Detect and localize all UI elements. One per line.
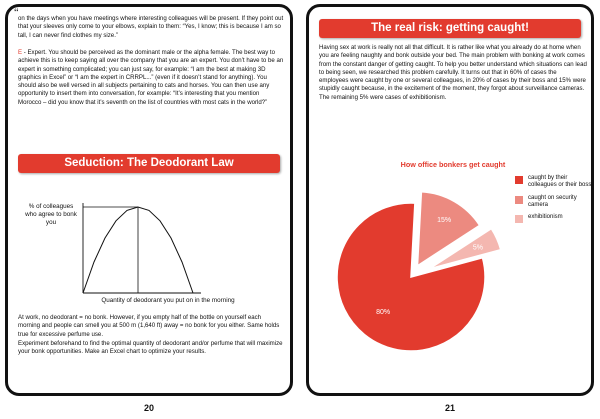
paragraph-3-text: Experiment beforehand to find the optimal quantity of deodorant and/or perfume that will maximize your bonk opportunities. Make an Excel chart to optimize your results.: [18, 340, 283, 356]
pie-chart-title: How office bonkers get caught: [400, 160, 506, 169]
pie-legend: [515, 175, 593, 228]
pie-label-exhibitionism: 5%: [472, 244, 483, 252]
legend-item-colleagues: [515, 175, 593, 190]
page-number-left: 20: [143, 403, 154, 413]
risk-paragraph-text: Having sex at work is really not all that difficult. It is rather like what you already do at home when you are feeling naughty and bonk outside your bed. The main problem with bonking at work comes from the constant danger of getting caught. To help you better understand which situations can lead to being seen, we researched this problem carefully. It turns out that in 60% of cases the employees were caught by one or several colleagues, in 20% of cases by their boss and 15% were stupidly caught because, in the excitement of the moment, they forgot about surveillance cameras. The remaining 5% were cases of exhibitionism.: [319, 44, 587, 101]
deodorant-curve-chart: [8, 177, 293, 307]
intro-paragraph-text: on the days when you have meetings where interesting colleagues will be present. If they point out that your sleeves only come to your elbows, explain to them: “Yes, I know; this is because I am so tall, I can never find clothes my size.”: [18, 15, 284, 39]
paragraph-3: [18, 340, 284, 357]
legend-swatch-colleagues: [515, 176, 523, 184]
curve-y-label: % of colleagues who agree to bonk you: [25, 203, 77, 226]
expert-letter: E: [18, 49, 23, 56]
caught-pie-chart: [309, 167, 519, 367]
pie-label-colleagues: 80%: [376, 309, 391, 316]
section-title-risk: The real risk: getting caught!: [319, 19, 581, 38]
expert-paragraph-text: - Expert. You should be perceived as the dominant male or the alpha female. The best way to achieve this is to keep saying all over the company that you are an expert. You don’t have to be an expert in something complicated; you can just say, for example: “I am the best at making 3D graphics in Excel” or “I am the expert in CRRPL...” (even if it doesn’t stand for anything). You should also be well versed in all subjects pertaining to cats and horses. You can then use any opportunity to insert them into conversation, for example: “It’s interesting that you mention Morocco – did you know that it’s seventh on the list of countries with most cats in the world?”: [18, 49, 284, 106]
legend-item-camera: [515, 195, 593, 210]
section-title-deodorant: Seduction: The Deodorant Law: [18, 154, 280, 173]
legend-label-camera: caught on security camera: [528, 194, 577, 208]
page-number-right: 21: [444, 403, 455, 413]
legend-label-exhibitionism: exhibitionism: [528, 214, 563, 221]
pie-label-camera: 15%: [437, 217, 452, 225]
paragraph-2: [18, 314, 284, 339]
paragraph-2-text: At work, no deodorant = no bonk. However, if you empty half of the bottle on yourself each morning and people can smell you at 500 m (1,640 ft) away = no bonk for you either. Same holds true for excessive perfume use.: [18, 314, 280, 338]
risk-paragraph: [319, 44, 587, 102]
legend-swatch-exhibitionism: [515, 215, 523, 223]
legend-item-exhibitionism: [515, 214, 593, 223]
intro-paragraph: [18, 15, 284, 40]
curve-x-label: Quantity of deodorant you put on in the morning: [101, 297, 235, 304]
continuation-mark: ‘‘: [14, 7, 19, 17]
left-page: [5, 4, 293, 396]
legend-swatch-camera: [515, 196, 523, 204]
legend-label-colleagues: caught by their colleagues or their boss: [528, 175, 592, 189]
expert-paragraph: [18, 49, 284, 107]
right-page: [306, 4, 594, 396]
